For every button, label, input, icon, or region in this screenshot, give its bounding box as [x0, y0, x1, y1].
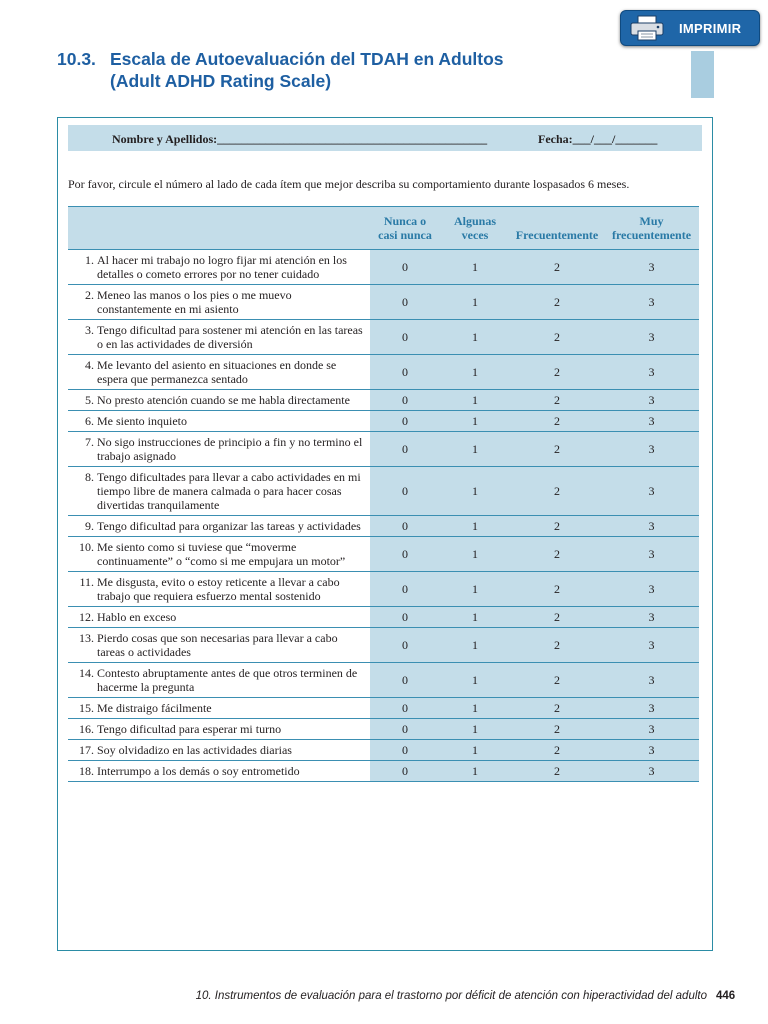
rating-option-1[interactable]: 1 [440, 411, 510, 432]
table-row [68, 572, 699, 607]
rating-option-2[interactable]: 2 [510, 250, 604, 285]
rating-option-1[interactable]: 1 [440, 516, 510, 537]
rating-option-3[interactable]: 3 [604, 390, 699, 411]
rating-option-0[interactable]: 0 [370, 740, 440, 761]
question-text: Soy olvidadizo en las actividades diarias [97, 743, 292, 757]
rating-option-3[interactable]: 3 [604, 320, 699, 355]
rating-option-2[interactable]: 2 [510, 467, 604, 516]
question-cell [68, 516, 370, 537]
question-text: Tengo dificultad para sostener mi atención en las tareas o en las actividades de diversión [97, 323, 363, 351]
rating-option-0[interactable]: 0 [370, 719, 440, 740]
rating-option-0[interactable]: 0 [370, 432, 440, 467]
date-field[interactable]: Fecha:___/___/_______ [538, 132, 658, 146]
question-text: Me siento inquieto [97, 414, 187, 428]
rating-option-1[interactable]: 1 [440, 663, 510, 698]
rating-option-0[interactable]: 0 [370, 285, 440, 320]
column-header: Nunca o casi nunca [370, 207, 440, 250]
question-number: 5. [85, 393, 94, 407]
table-row [68, 432, 699, 467]
rating-option-0[interactable]: 0 [370, 390, 440, 411]
table-row [68, 740, 699, 761]
question-cell [68, 320, 370, 355]
rating-option-1[interactable]: 1 [440, 537, 510, 572]
rating-option-2[interactable]: 2 [510, 719, 604, 740]
rating-option-2[interactable]: 2 [510, 740, 604, 761]
rating-option-0[interactable]: 0 [370, 607, 440, 628]
question-number: 1. [85, 253, 94, 267]
question-number: 2. [85, 288, 94, 302]
table-row [68, 698, 699, 719]
table-row [68, 628, 699, 663]
rating-option-2[interactable]: 2 [510, 761, 604, 782]
question-cell [68, 698, 370, 719]
question-number: 7. [85, 435, 94, 449]
rating-option-0[interactable]: 0 [370, 537, 440, 572]
rating-option-1[interactable]: 1 [440, 607, 510, 628]
question-text: Meneo las manos o los pies o me muevo constantemente en mi asiento [97, 288, 292, 316]
rating-option-3[interactable]: 3 [604, 516, 699, 537]
table-row [68, 761, 699, 782]
question-text: Tengo dificultad para esperar mi turno [97, 722, 282, 736]
instructions-text: Por favor, circule el número al lado de cada ítem que mejor describa su comportamiento durante lospasados 6 meses. [68, 177, 630, 191]
column-header: Frecuentemente [510, 207, 604, 250]
rating-option-0[interactable]: 0 [370, 411, 440, 432]
rating-option-2[interactable]: 2 [510, 607, 604, 628]
question-cell [68, 537, 370, 572]
question-cell [68, 390, 370, 411]
rating-option-1[interactable]: 1 [440, 628, 510, 663]
rating-option-1[interactable]: 1 [440, 285, 510, 320]
table-header-row [68, 207, 699, 250]
table-row [68, 250, 699, 285]
title-line-2: (Adult ADHD Rating Scale) [110, 71, 332, 91]
rating-option-0[interactable]: 0 [370, 663, 440, 698]
question-number: 16. [79, 722, 94, 736]
rating-option-3[interactable]: 3 [604, 719, 699, 740]
table-row [68, 390, 699, 411]
name-date-bar [68, 125, 702, 151]
title-line-1: Escala de Autoevaluación del TDAH en Adultos [110, 49, 504, 69]
question-cell [68, 467, 370, 516]
rating-option-0[interactable]: 0 [370, 250, 440, 285]
rating-option-2[interactable]: 2 [510, 516, 604, 537]
question-cell [68, 740, 370, 761]
question-number: 18. [79, 764, 94, 778]
question-cell [68, 761, 370, 782]
question-number: 14. [79, 666, 94, 680]
question-text: Hablo en exceso [97, 610, 177, 624]
rating-scale-table [68, 206, 699, 782]
question-number: 4. [85, 358, 94, 372]
rating-option-0[interactable]: 0 [370, 355, 440, 390]
rating-option-0[interactable]: 0 [370, 516, 440, 537]
rating-option-1[interactable]: 1 [440, 355, 510, 390]
table-row [68, 467, 699, 516]
rating-option-2[interactable]: 2 [510, 432, 604, 467]
question-cell [68, 411, 370, 432]
rating-option-0[interactable]: 0 [370, 320, 440, 355]
rating-option-2[interactable]: 2 [510, 390, 604, 411]
question-text: Tengo dificultad para organizar las tareas y actividades [97, 519, 361, 533]
rating-option-3[interactable]: 3 [604, 285, 699, 320]
rating-option-3[interactable]: 3 [604, 355, 699, 390]
question-cell [68, 355, 370, 390]
rating-option-1[interactable]: 1 [440, 719, 510, 740]
column-header: Algunas veces [440, 207, 510, 250]
question-text: Pierdo cosas que son necesarias para llevar a cabo tareas o actividades [97, 631, 338, 659]
question-number: 15. [79, 701, 94, 715]
table-row [68, 285, 699, 320]
rating-option-3[interactable]: 3 [604, 572, 699, 607]
question-number: 17. [79, 743, 94, 757]
question-text: Me distraigo fácilmente [97, 701, 212, 715]
page-number: 446 [716, 990, 736, 1002]
question-text: Tengo dificultades para llevar a cabo actividades en mi tiempo libre de manera calmada o para hacer cosas divertidas tranquilamente [97, 470, 361, 512]
question-cell [68, 250, 370, 285]
name-field[interactable]: Nombre y Apellidos:_____________________________________________ [112, 132, 488, 146]
question-number: 12. [79, 610, 94, 624]
question-text: Contesto abruptamente antes de que otros terminen de hacerme la pregunta [97, 666, 358, 694]
rating-option-0[interactable]: 0 [370, 761, 440, 782]
rating-option-2[interactable]: 2 [510, 698, 604, 719]
rating-option-2[interactable]: 2 [510, 411, 604, 432]
rating-option-2[interactable]: 2 [510, 628, 604, 663]
rating-option-3[interactable]: 3 [604, 432, 699, 467]
rating-option-1[interactable]: 1 [440, 432, 510, 467]
rating-option-1[interactable]: 1 [440, 320, 510, 355]
question-number: 10. [79, 540, 94, 554]
table-row [68, 607, 699, 628]
column-header: Muy frecuentemente [604, 207, 699, 250]
rating-option-1[interactable]: 1 [440, 250, 510, 285]
question-number: 3. [85, 323, 94, 337]
question-text: Me siento como si tuviese que “moverme continuamente” o “como si me empujara un motor” [97, 540, 346, 568]
table-row [68, 355, 699, 390]
question-number: 11. [79, 575, 94, 589]
question-text: No presto atención cuando se me habla directamente [97, 393, 350, 407]
table-row [68, 719, 699, 740]
rating-option-0[interactable]: 0 [370, 628, 440, 663]
page-title [57, 48, 677, 92]
rating-option-1[interactable]: 1 [440, 572, 510, 607]
rating-option-0[interactable]: 0 [370, 467, 440, 516]
question-text: Interrumpo a los demás o soy entrometido [97, 764, 300, 778]
print-button-label: IMPRIMIR [679, 20, 742, 36]
rating-option-3[interactable]: 3 [604, 740, 699, 761]
rating-option-3[interactable]: 3 [604, 761, 699, 782]
printer-icon [629, 15, 665, 41]
print-button[interactable] [620, 10, 760, 46]
rating-option-3[interactable]: 3 [604, 467, 699, 516]
question-text: Me levanto del asiento en situaciones en donde se espera que permanezca sentado [97, 358, 337, 386]
side-tab-marker [691, 51, 714, 98]
rating-option-3[interactable]: 3 [604, 250, 699, 285]
rating-option-3[interactable]: 3 [604, 607, 699, 628]
rating-option-3[interactable]: 3 [604, 411, 699, 432]
rating-option-3[interactable]: 3 [604, 537, 699, 572]
rating-option-2[interactable]: 2 [510, 285, 604, 320]
question-number: 8. [85, 470, 94, 484]
rating-option-2[interactable]: 2 [510, 572, 604, 607]
question-cell [68, 719, 370, 740]
rating-option-1[interactable]: 1 [440, 467, 510, 516]
question-text: Me disgusta, evito o estoy reticente a llevar a cabo trabajo que requiera esfuerzo mental sostenido [97, 575, 340, 603]
question-column-header [68, 207, 370, 250]
question-text: Al hacer mi trabajo no logro fijar mi atención en los detalles o cometo errores por no tener cuidado [97, 253, 347, 281]
rating-option-3[interactable]: 3 [604, 663, 699, 698]
question-cell [68, 663, 370, 698]
question-cell [68, 572, 370, 607]
question-cell [68, 285, 370, 320]
chapter-footer: 10. Instrumentos de evaluación para el trastorno por déficit de atención con hiperactividad del adulto [195, 990, 707, 1002]
table-row [68, 516, 699, 537]
question-cell [68, 607, 370, 628]
rating-option-0[interactable]: 0 [370, 572, 440, 607]
question-cell [68, 432, 370, 467]
rating-option-1[interactable]: 1 [440, 740, 510, 761]
rating-option-2[interactable]: 2 [510, 537, 604, 572]
question-number: 13. [79, 631, 94, 645]
table-body [68, 250, 699, 782]
question-cell [68, 628, 370, 663]
rating-option-3[interactable]: 3 [604, 628, 699, 663]
table-row [68, 663, 699, 698]
rating-option-1[interactable]: 1 [440, 698, 510, 719]
rating-option-1[interactable]: 1 [440, 390, 510, 411]
section-number: 10.3. [57, 49, 96, 69]
rating-option-1[interactable]: 1 [440, 761, 510, 782]
rating-option-2[interactable]: 2 [510, 355, 604, 390]
table-row [68, 537, 699, 572]
rating-option-0[interactable]: 0 [370, 698, 440, 719]
question-text: No sigo instrucciones de principio a fin y no termino el trabajo asignado [97, 435, 363, 463]
rating-option-2[interactable]: 2 [510, 663, 604, 698]
table-row [68, 411, 699, 432]
table-row [68, 320, 699, 355]
rating-option-2[interactable]: 2 [510, 320, 604, 355]
question-number: 6. [85, 414, 94, 428]
rating-option-3[interactable]: 3 [604, 698, 699, 719]
question-number: 9. [85, 519, 94, 533]
